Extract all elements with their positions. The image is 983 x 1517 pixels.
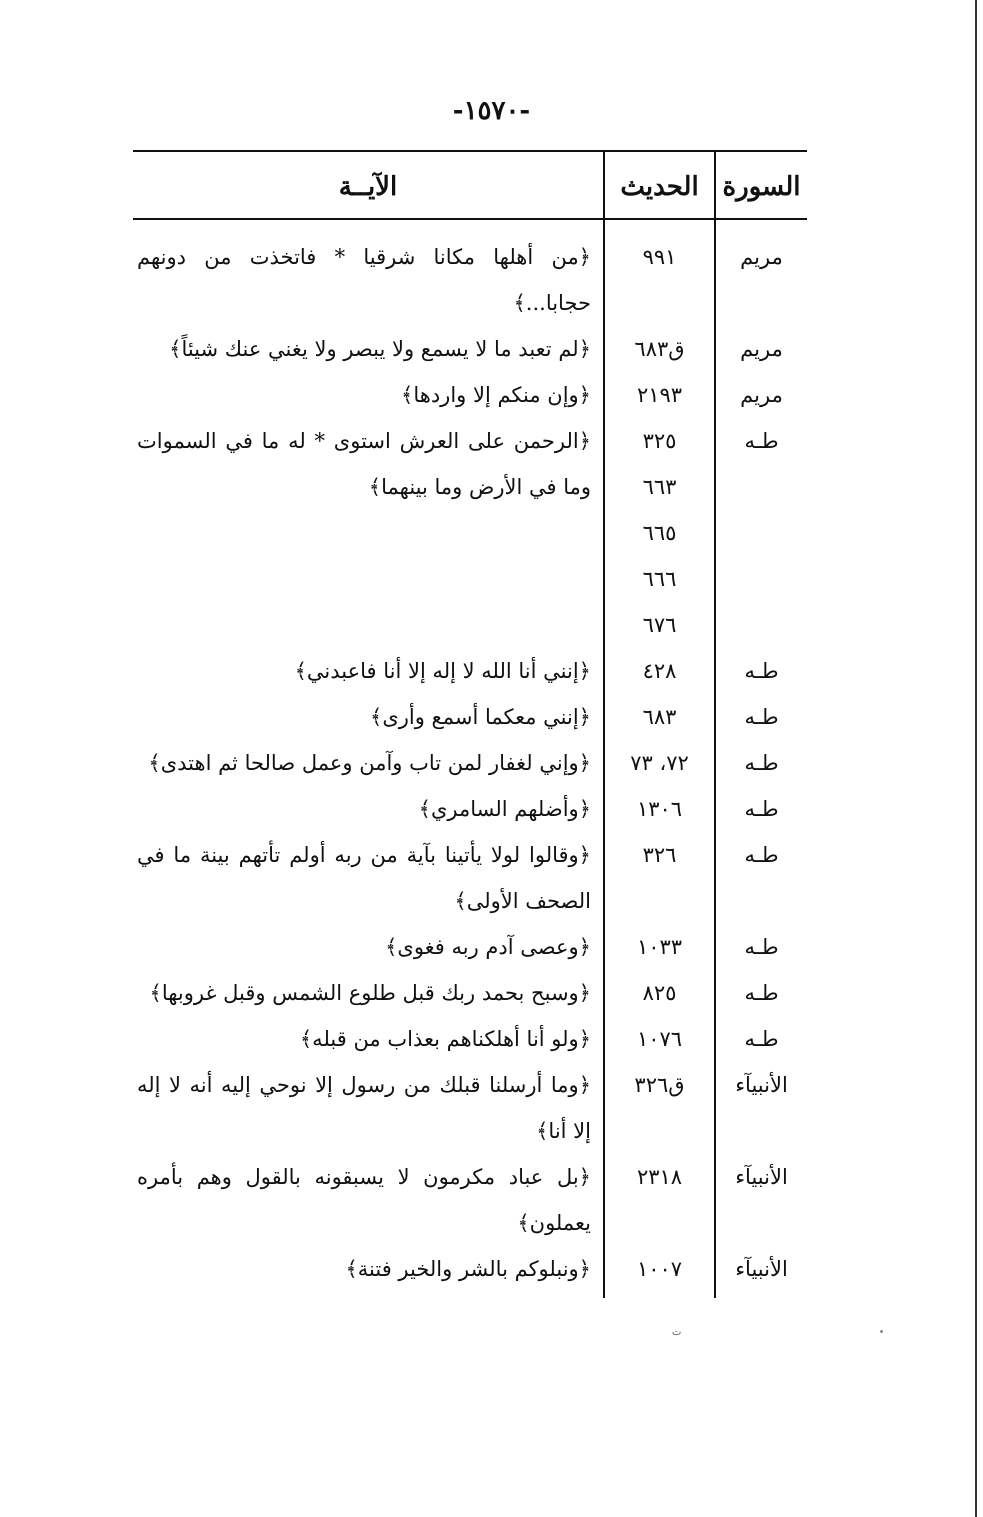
ayah-cell: ﴿إنني أنا الله لا إله إلا أنا فاعبدني﴾ [294,659,591,683]
surah-cell: مريم [740,245,783,269]
hadith-number-cell: ق٣٢٦ [634,1073,685,1097]
surah-cell: طـه [744,705,779,729]
hadith-number-cell: ٤٢٨ [642,659,677,683]
hadith-number-cell: ١٠٧٦ [636,1027,683,1051]
surah-cell: طـه [744,981,779,1005]
hadith-number-cell: ٨٢٥ [642,981,677,1005]
hadith-number-cell: ٣٢٦ [642,843,677,867]
table-top-rule [133,150,807,152]
ayah-cell: ﴿وقالوا لولا يأتينا بآية من ربه أولم تأتهم بينة ما في الصحف الأولى﴾ [137,843,591,913]
footer-dot [880,1330,883,1333]
hadith-number-cell: ١٣٠٦ [636,797,683,821]
table-row [133,740,807,786]
table-row [133,372,807,418]
table-row [133,1246,807,1292]
table-row [133,326,807,372]
surah-cell: طـه [744,659,779,683]
surah-cell: الأنبيآء [735,1165,788,1189]
ayah-cell: ﴿وسبح بحمد ربك قبل طلوع الشمس وقبل غروبها﴾ [149,981,591,1005]
hadith-number-cell: ٦٦٣ [642,475,677,499]
page-number: -١٥٧٠- [452,96,531,126]
surah-cell: الأنبيآء [735,1257,788,1281]
ayah-cell: ﴿لم تعبد ما لا يسمع ولا يبصر ولا يغني عنك شيئاً﴾ [169,337,591,361]
hadith-number-cell: ٢١٩٣ [636,383,683,407]
hadith-number-cell: ٦٦٥ [642,521,677,545]
table-row [133,832,807,924]
ayah-cell: ﴿وأضلهم السامري﴾ [418,797,591,821]
table-row [133,1016,807,1062]
ayah-cell: ﴿الرحمن على العرش استوى * له ما في السموات وما في الأرض وما بينهما﴾ [137,429,591,499]
table-row [133,924,807,970]
hadith-number-cell: ٧٢، ٧٣ [630,751,689,775]
hadith-number-cell: ٦٧٦ [642,613,677,637]
ayah-cell: ﴿ولو أنا أهلكناهم بعذاب من قبله﴾ [299,1027,591,1051]
surah-cell: طـه [744,429,779,453]
table-row [133,418,807,648]
table-row [133,1154,807,1246]
table-row [133,694,807,740]
footer-mark: ت [672,1327,682,1338]
surah-cell: طـه [744,1027,779,1051]
surah-cell: طـه [744,935,779,959]
ayah-cell: ﴿وما أرسلنا قبلك من رسول إلا نوحي إليه أنه لا إله إلا أنا﴾ [137,1073,591,1143]
table-row [133,970,807,1016]
surah-cell: طـه [744,751,779,775]
hadith-number-cell: ٩٩١ [642,245,677,269]
table-row [133,648,807,694]
table-row [133,234,807,326]
ayah-cell: ﴿من أهلها مكانا شرقيا * فاتخذت من دونهم حجابا...﴾ [137,245,591,315]
ayah-cell: ﴿ونبلوكم بالشر والخير فتنة﴾ [345,1257,591,1281]
header-ayah: الآيــة [338,172,398,202]
surah-cell: مريم [740,337,783,361]
table-body [133,234,807,1292]
hadith-number-cell: ق٦٨٣ [634,337,685,361]
header-surah: السورة [722,172,801,202]
page-edge-line [975,0,977,1517]
hadith-number-cell: ٣٢٥ [642,429,677,453]
table-header-rule [133,218,807,220]
ayah-cell: ﴿وعصى آدم ربه فغوى﴾ [385,935,591,959]
hadith-number-cell: ٦٦٦ [642,567,677,591]
ayah-cell: ﴿وإني لغفار لمن تاب وآمن وعمل صالحا ثم اهتدى﴾ [148,751,591,775]
hadith-number-cell: ١٠٣٣ [636,935,683,959]
header-hadith: الحديث [620,172,699,202]
ayah-cell: ﴿إنني معكما أسمع وأرى﴾ [370,705,591,729]
surah-cell: طـه [744,843,779,867]
surah-cell: الأنبيآء [735,1073,788,1097]
ayah-cell: ﴿بل عباد مكرمون لا يسبقونه بالقول وهم بأمره يعملون﴾ [137,1165,591,1235]
hadith-number-cell: ٦٨٣ [642,705,677,729]
table-row [133,1062,807,1154]
table-row [133,786,807,832]
surah-cell: مريم [740,383,783,407]
hadith-number-cell: ٢٣١٨ [636,1165,683,1189]
hadith-number-cell: ١٠٠٧ [636,1257,683,1281]
ayah-cell: ﴿وإن منكم إلا واردها﴾ [401,383,591,407]
index-table [133,150,807,1298]
surah-cell: طـه [744,797,779,821]
